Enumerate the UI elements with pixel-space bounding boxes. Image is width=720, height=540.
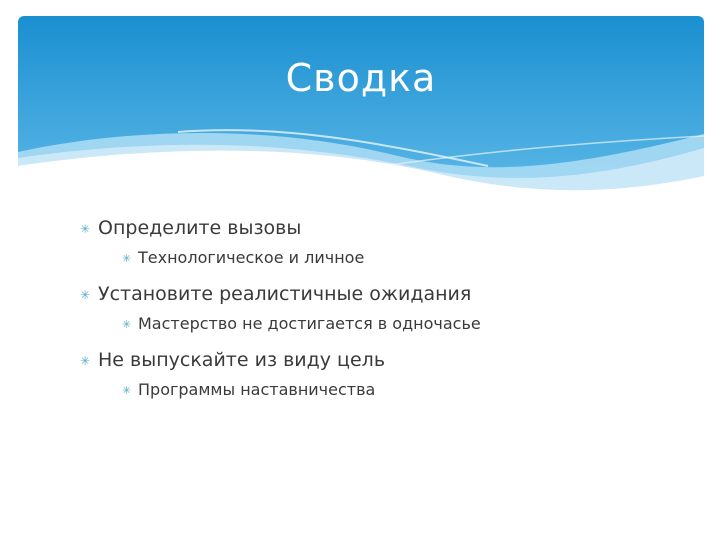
asterisk-icon: ✳	[122, 318, 132, 331]
asterisk-icon: ✳	[122, 384, 132, 397]
sub-bullet-item	[122, 379, 375, 401]
slide	[18, 16, 704, 524]
bullet-item	[80, 346, 471, 399]
bullet-label: Не выпускайте из виду цель	[98, 349, 386, 371]
asterisk-icon: ✳	[80, 354, 91, 368]
bullet-label: Определите вызовы	[98, 217, 302, 239]
sub-bullet-label: Технологическое и личное	[138, 248, 365, 267]
asterisk-icon: ✳	[122, 252, 132, 265]
sub-bullet-label: Мастерство не достигается в одночасье	[138, 314, 481, 333]
sub-bullet-item	[122, 247, 364, 269]
bullet-item	[80, 280, 481, 333]
bullet-item	[80, 214, 471, 267]
slide-title: Сводка	[285, 56, 437, 100]
bullet-list	[80, 214, 481, 412]
sub-bullet-item	[122, 313, 481, 335]
header-wave-background	[18, 16, 704, 206]
asterisk-icon: ✳	[80, 288, 91, 302]
asterisk-icon: ✳	[80, 222, 91, 236]
bullet-label: Установите реалистичные ожидания	[98, 283, 472, 305]
sub-bullet-label: Программы наставничества	[138, 380, 376, 399]
